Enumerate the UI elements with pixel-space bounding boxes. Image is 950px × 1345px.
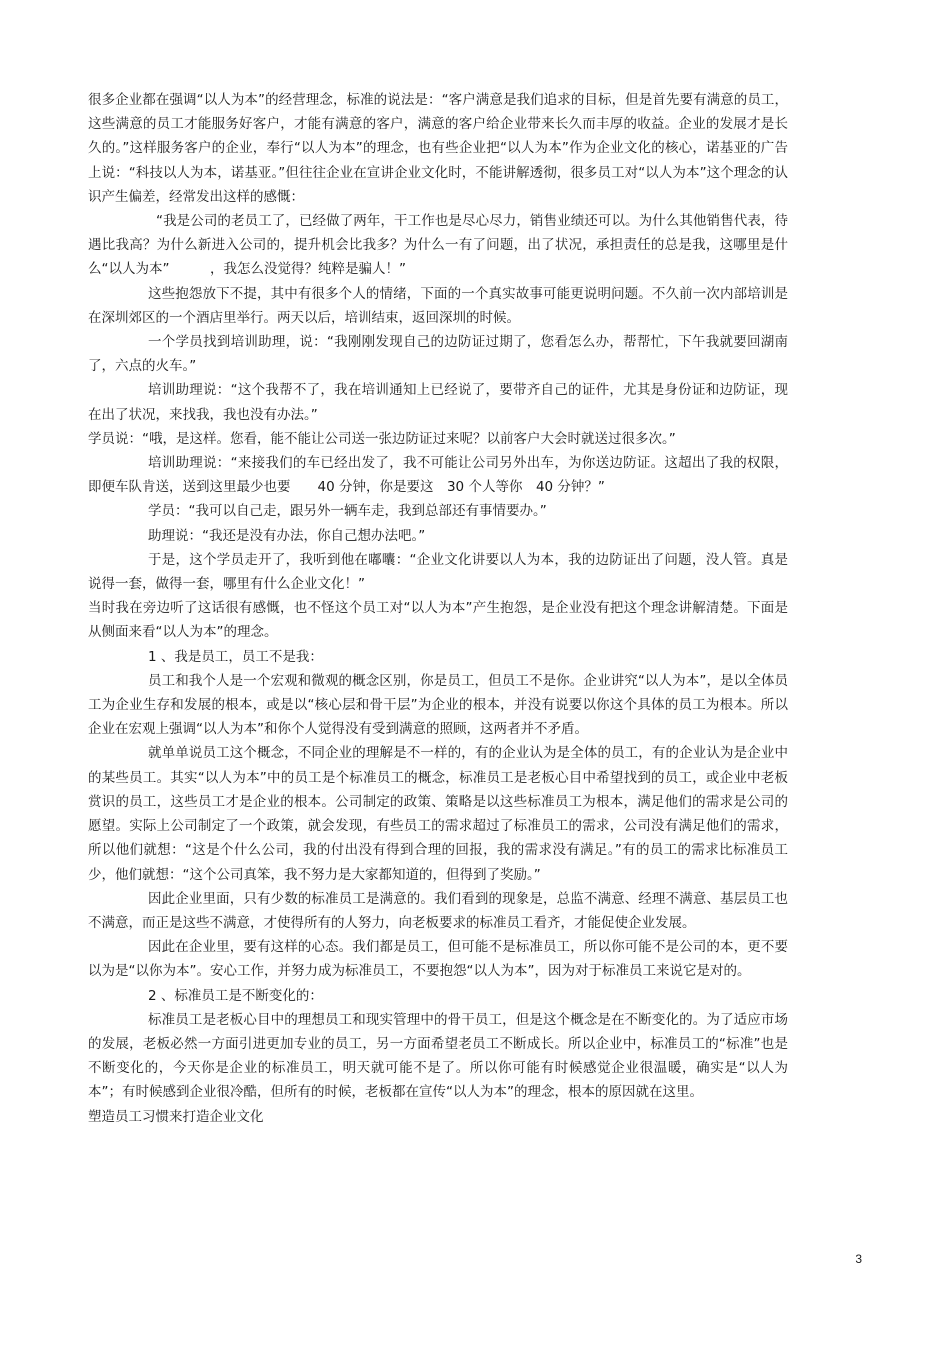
- paragraph-section1-c: 因此企业里面，只有少数的标准员工是满意的。我们看到的现象是，总监不满意、经理不满意、基层员工也不满意，而正是这些不满意，才使得所有的人努力，向老板要求的标准员工看齐，才能促使企业发展。: [88, 890, 788, 931]
- page-number: 3: [855, 1252, 862, 1266]
- paragraph-complaint-quote: “我是公司的老员工了，已经做了两年，干工作也是尽心尽力，销售业绩还可以。为什么其他销售代表，待遇比我高？为什么新进入公司的，提升机会比我多？为什么一有了问题，出了状况，承担责任的总是我，这哪里是什么“以人为本” ，我怎么没觉得？纯粹是骗人！”: [88, 213, 788, 278]
- paragraph-reflection: 当时我在旁边听了这话很有感慨，也不怪这个员工对“以人为本”产生抱怨，是企业没有把这个理念讲解清楚。下面是从侧面来看“以人为本”的理念。: [88, 600, 788, 641]
- paragraph-section1-a: 员工和我个人是一个宏观和微观的概念区别，你是员工，但员工不是你。企业讲究“以人为本”，是以全体员工为企业生存和发展的根本，或是以“核心层和骨干层”为企业的根本，并没有说要以你这个具体的员工为根本。所以企业在宏观上强调“以人为本”和你个人觉得没有受到满意的照顾，这两者并不矛盾。: [88, 672, 788, 738]
- paragraph-dialogue-student-2: 学员说：“哦，是这样。您看，能不能让公司送一张边防证过来呢？以前客户大会时就送过很多次。”: [88, 430, 676, 447]
- paragraph-section2-a: 标准员工是老板心目中的理想员工和现实管理中的骨干员工，但是这个概念是在不断变化的。为了适应市场的发展，老板必然一方面引进更加专业的员工，另一方面希望老员工不断成长。所以企业中，标准员工的“标准”也是不断变化的，今天你是企业的标准员工，明天就可能不是了。所以你可能有时候感觉企业很温暖，确实是“以人为本”；有时候感到企业很冷酷，但所有的时候，老板都在宣传“以人为本”的理念，根本的原因就在这里。: [88, 1011, 788, 1101]
- paragraph-dialogue-assistant-2: 培训助理说：“来接我们的车已经出发了，我不可能让公司另外出车，为你送边防证。这超出了我的权限，即便车队肯送，送到这里最少也要 40 分钟，你是要这 30 个人等你 40 分钟？”: [88, 455, 788, 496]
- section-heading-1: 1 、我是员工，员工不是我：: [148, 648, 323, 665]
- paragraph-intro: 很多企业都在强调“以人为本”的经营理念，标准的说法是：“客户满意是我们追求的目标，但是首先要有满意的员工，这些满意的员工才能服务好客户，才能有满意的客户，满意的客户给企业带来长久而丰厚的收益。企业的发展才是长久的。”这样服务客户的企业，奉行“以人为本”的理念，也有些企业把“以人为本”作为企业文化的核心，诺基亚的广告上说：“科技以人为本，诺基亚。”但往往企业在宣讲企业文化时，不能讲解透彻，很多员工对“以人为本”这个理念的认识产生偏差，经常发出这样的感慨：: [88, 92, 788, 205]
- paragraph-dialogue-student-3: 学员：“我可以自己走，跟另外一辆车走，我到总部还有事情要办。”: [148, 503, 547, 520]
- paragraph-dialogue-assistant-1: 培训助理说：“这个我帮不了，我在培训通知上已经说了，要带齐自己的证件，尤其是身份证和边防证，现在出了状况，来找我，我也没有办法。”: [88, 382, 788, 423]
- section-heading-2: 2 、标准员工是不断变化的：: [148, 987, 323, 1004]
- paragraph-student-leaves: 于是，这个学员走开了，我听到他在嘟囔：“企业文化讲要以人为本，我的边防证出了问题，没人管。真是说得一套，做得一套，哪里有什么企业文化！”: [88, 551, 788, 593]
- document-body: [88, 88, 788, 1129]
- paragraph-dialogue-assistant-3: 助理说：“我还是没有办法，你自己想办法吧。”: [148, 527, 426, 544]
- paragraph-dialogue-student-1: 一个学员找到培训助理，说：“我刚刚发现自己的边防证过期了，您看怎么办，帮帮忙，下午我就要回湖南了，六点的火车。”: [88, 334, 788, 375]
- paragraph-section1-b: 就单单说员工这个概念，不同企业的理解是不一样的，有的企业认为是全体的员工，有的企业认为是企业中的某些员工。其实“以人为本”中的员工是个标准员工的概念，标准员工是老板心目中希望找到的员工，或企业中老板赏识的员工，这些员工才是企业的根本。公司制定的政策、策略是以这些标准员工为根本，满足他们的需求是公司的愿望。实际上公司制定了一个政策，就会发现，有些员工的需求超过了标准员工的需求，公司没有满足他们的需求，所以他们就想：“这是个什么公司，我的付出没有得到合理的回报，我的需求没有满足。”有的员工的需求比标准员工少，他们就想：“这个公司真笨，我不努力是大家都知道的，但得到了奖励。”: [88, 745, 788, 883]
- next-section-title: 塑造员工习惯来打造企业文化: [88, 1108, 264, 1125]
- paragraph-story-intro: 这些抱怨放下不提，其中有很多个人的情绪，下面的一个真实故事可能更说明问题。不久前一次内部培训是在深圳郊区的一个酒店里举行。两天以后，培训结束，返回深圳的时候。: [88, 285, 788, 326]
- paragraph-section1-d: 因此在企业里，要有这样的心态。我们都是员工，但可能不是标准员工，所以你可能不是公司的本，更不要以为是“以你为本”。安心工作，并努力成为标准员工，不要抱怨“以人为本”，因为对于标准员工来说它是对的。: [88, 939, 788, 980]
